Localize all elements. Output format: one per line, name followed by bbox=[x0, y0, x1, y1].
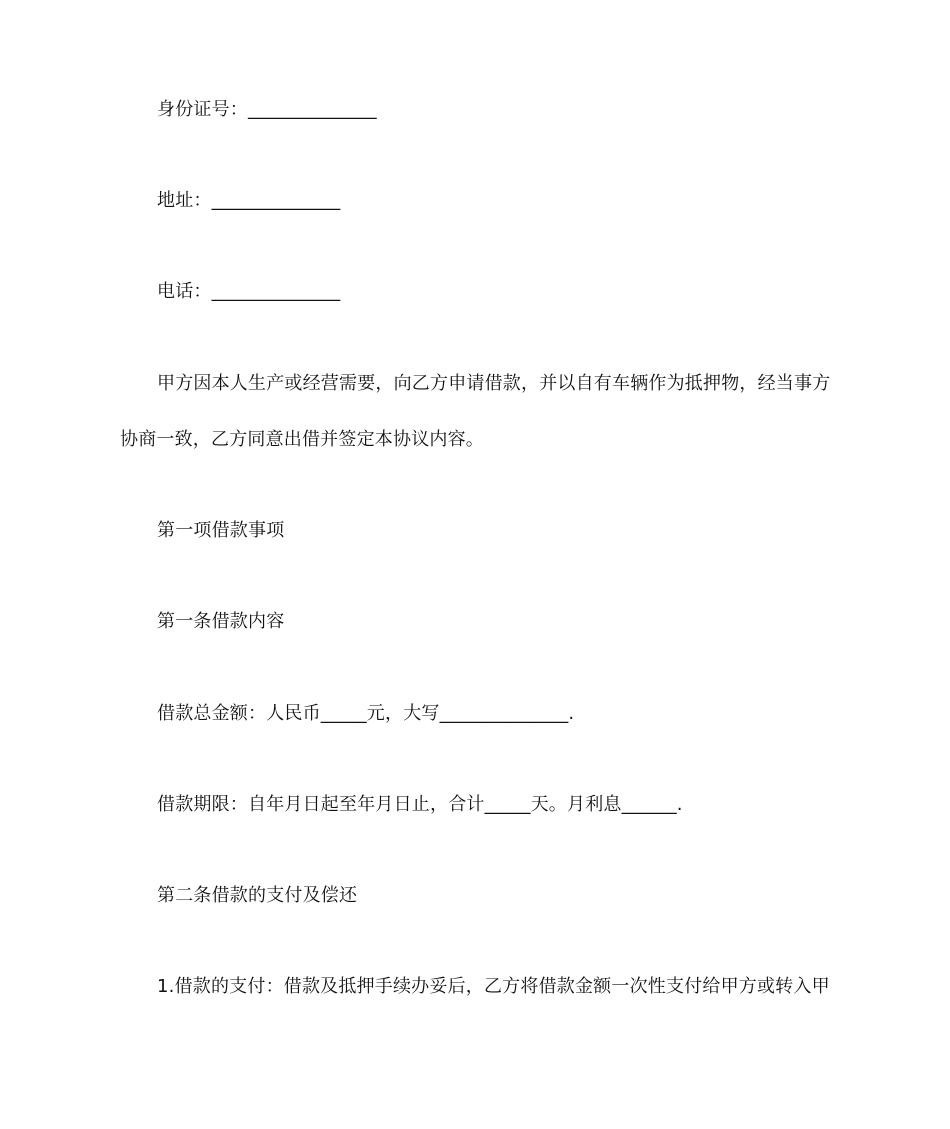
article-2-heading: 第二条借款的支付及偿还 bbox=[157, 885, 358, 906]
phone-field-line: 电话：______________ bbox=[157, 281, 341, 302]
id-number-field-line: 身份证号：______________ bbox=[157, 99, 377, 120]
article-1-heading: 第一条借款内容 bbox=[157, 611, 285, 632]
intro-paragraph-line-1: 甲方因本人生产或经营需要，向乙方申请借款，并以自有车辆作为抵押物，经当事方 bbox=[157, 373, 831, 394]
payment-clause-line: 1.借款的支付：借款及抵押手续办妥后，乙方将借款金额一次性支付给甲方或转入甲 bbox=[157, 976, 830, 997]
intro-paragraph-line-2: 协商一致，乙方同意出借并签定本协议内容。 bbox=[120, 429, 484, 450]
loan-amount-line: 借款总金额：人民币_____元，大写______________. bbox=[157, 703, 575, 724]
loan-term-line: 借款期限：自年月日起至年月日止，合计_____天。月利息______. bbox=[157, 794, 683, 815]
section-heading: 第一项借款事项 bbox=[157, 520, 285, 541]
address-field-line: 地址：______________ bbox=[157, 190, 341, 211]
